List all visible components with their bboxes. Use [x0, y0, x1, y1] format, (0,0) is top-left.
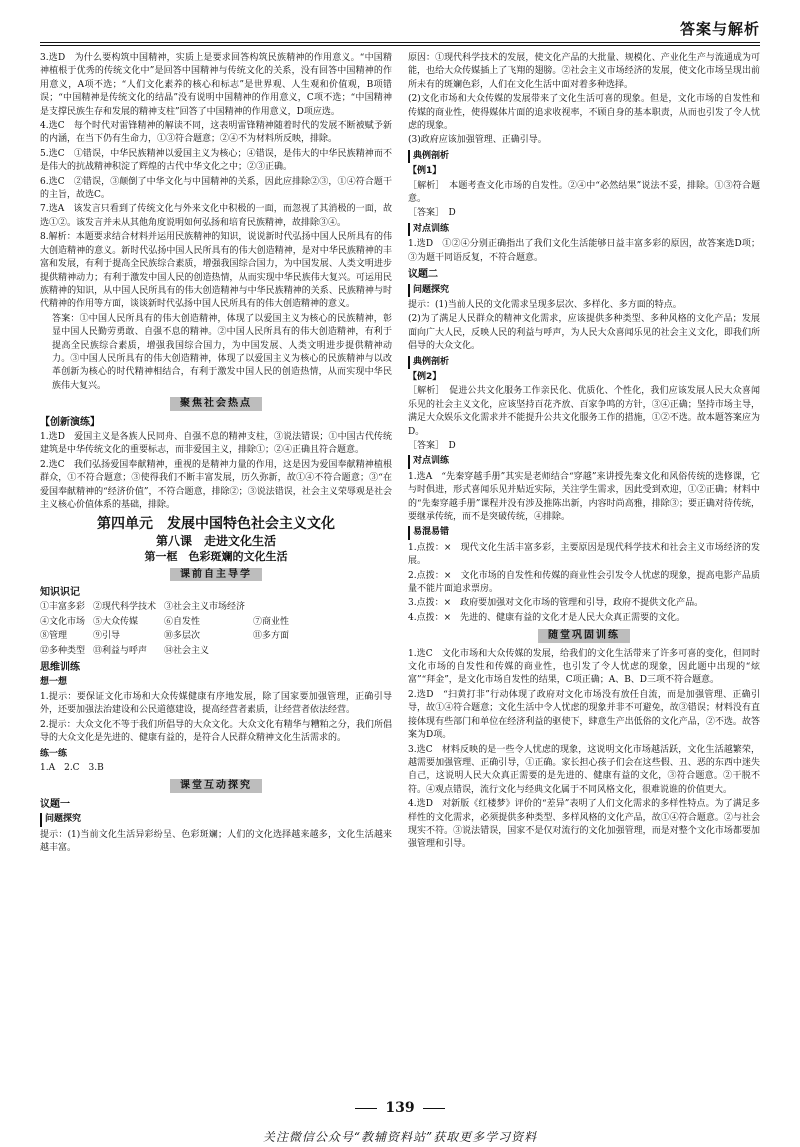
example-1-label: 【例1】 — [408, 166, 442, 177]
tag-confusing-errors: 易混易错 — [408, 526, 760, 539]
tip-4: 4.点拨：× 先进的、健康有益的文化才是人民大众真正需要的文化。 — [408, 612, 686, 623]
consolidation-2: 2.选D “扫黄打非”行动体现了政府对文化市场没有放任自流，而是加强管理、正确引导，故①④符合题意；文化生活中令人忧虑的现象并非不可避免，故③错误；材料没有直接体现有些部门和单位在经济利益的驱使下，肆意生产出低俗的文化产品，②不选。故答案为D项。 — [408, 689, 760, 741]
answer-8-key: 答案：①中国人民所具有的伟大创造精神，体现了以爱国主义为核心的民族精神，彰显中国人民勤劳勇敢、自强不息的精神。②中国人民所具有的伟大创造精神，有利于提高全民族综合素质，增强我国综合国力，为中国发展、人类文明进步提供精神动力。③中国人民所具有的伟大创造精神，体现了以爱国主义为核心的民族精神与以改革创新为核心的时代精神相结合，有利于激发中国人民的创造热情，从而实现中华民族伟大复兴。 — [52, 313, 392, 391]
right-column — [408, 52, 760, 1092]
topic-2-label: 议题二 — [408, 269, 438, 281]
header-title: 答案与解析 — [679, 20, 760, 38]
keyword: ⑭社会主义 — [164, 645, 210, 656]
keyword: ⑬利益与呼声 — [93, 645, 148, 656]
keyword: ⑥自发性 — [164, 616, 201, 627]
tag-example-analysis-2: 典例剖析 — [408, 356, 760, 369]
keyword: ⑫多种类型 — [40, 645, 86, 656]
keyword: ⑦商业性 — [253, 616, 290, 627]
keyword: ⑧管理 — [40, 631, 68, 642]
keyword-grid — [40, 601, 392, 658]
tag-point-training: 对点训练 — [408, 223, 760, 236]
keyword: ②现代科学技术 — [93, 602, 157, 613]
keyword: ⑨引导 — [93, 631, 121, 642]
practice-label: 练一练 — [40, 748, 68, 759]
section-band-consolidation: 随堂巩固训练 — [408, 629, 760, 643]
tip-2: 2.点拨：× 文化市场的自发性和传媒的商业性会引发令人忧虑的现象，提高电影产品质量不能片面追求票房。 — [408, 570, 760, 595]
think-label: 想一想 — [40, 677, 68, 688]
reason-text: 原因：①现代科学技术的发展，使文化产品的大批量、规模化、产业化生产与流通成为可能，也给大众传媒插上了飞翔的翅膀。②社会主义市场经济的发展，使文化市场呈现出前所未有的斑斓色彩，人们在文化生活中面对着多种选择。 — [408, 53, 760, 90]
topic-2-hint-1: 提示：(1)当前人民的文化需求呈现多层次、多样化、多方面的特点。 — [408, 299, 682, 310]
consolidation-1: 1.选C 文化市场和大众传媒的发展，给我们的文化生活带来了许多可喜的变化，但同时文化市场的自发性和传媒的商业性，也引发了令人忧虑的现象，因此题中出现的“炫富”“拜金”，是文化市场自发性的结果，C项正确；A、B、D三项不符合题意。 — [408, 648, 760, 686]
example-1-answer: ［答案］ D — [408, 208, 456, 219]
thinking-label: 思维训练 — [40, 662, 80, 674]
topic-2-hint-2: (2)为了满足人民群众的精神文化需求，应该提供多种类型、多种风格的文化产品；发展面向广大人民，反映人民的利益与呼声，为人民大众喜闻乐见的社会主义文化，即我们所倡导的大众文化。 — [408, 314, 760, 352]
keyword: ③社会主义市场经济 — [164, 602, 246, 613]
topic-1-hint: 提示：(1)当前文化生活异彩纷呈、色彩斑斓；人们的文化选择越来越多，文化生活越来越丰富。 — [40, 829, 392, 853]
practice-1: 1.选D 爱国主义是各族人民同舟、自强不息的精神支柱，③说法错误；①中国古代传统建筑是中华传统文化的重要标志，而非爱国主义，排除①；②④正确且符合题意。 — [40, 431, 392, 456]
tip-3: 3.点拨：× 政府要加强对文化市场的管理和引导，政府不提供文化产品。 — [408, 598, 704, 609]
answer-8-analysis: 8.解析：本题要求结合材料并运用民族精神的知识，说说新时代弘扬中国人民所具有的伟大创造精神的意义。新时代弘扬中国人民所具有的伟大创造精神，是对中华民族精神的丰富和发展，有利于提高全民族综合素质，增强我国综合国力，为中国发展、人类文明进步提供精神动力；有利于激发中国人民的创造热情，从而实现中华民族伟大复兴。可运用民族精神的知识，从中国人民所具有的伟大创造精神与中华民族精神的关系、民族精神与时代精神的作用等方面，谈谈新时代弘扬中国人民所具有的伟大创造精神的意义。 — [40, 232, 392, 310]
keyword: ⑩多层次 — [164, 631, 201, 642]
tag-problem-explore: 问题探究 — [40, 813, 392, 826]
consolidation-3: 3.选C 材料反映的是一些令人忧虑的现象，这说明文化市场越活跃，文化生活越繁荣，越需要加强管理、正确引导，①正确。家长担心孩子们会在这些假、丑、恶的东西中迷失自己，这说明人民大众真正需要的是先进的、健康有益的文化，③符合题意。②干脱不符。④观点错误，流行文化与经典文化属于不同风格文化，很难说谁的价值更大。 — [408, 744, 760, 795]
think-2: 2.提示：大众文化不等于我们所倡导的大众文化。大众文化有精华与糟粕之分，我们所倡导的大众文化是先进的、健康有益的，是符合人民群众精神文化生活需求的。 — [40, 719, 392, 744]
left-column — [40, 52, 392, 1092]
answer-7: 7.选A 该发言只看到了传统文化与外来文化中积极的一面，而忽视了其消极的一面，故选①②。该发言并未从其他角度说明如何弘扬和培育民族精神，故排除③④。 — [40, 204, 392, 228]
keyword: ④文化市场 — [40, 616, 86, 627]
keyword: ⑪多方面 — [253, 631, 290, 642]
page-number: 139 — [0, 1100, 800, 1116]
training-1: 1.选D ①②④分别正确指出了我们文化生活能够日益丰富多彩的原因，故答案选D项；③为题干同语反复，不符合题意。 — [408, 239, 760, 263]
tag-point-training-2: 对点训练 — [408, 455, 760, 468]
answer-3: 3.选D 为什么要构筑中国精神，实质上是要求回答构筑民族精神的作用意义。“中国精神植根于优秀的传统文化中”是回答中国精神与传统文化的关系，没有回答中国精神的作用意义，A项不选；“人们文化素养的核心和标志”是世界观、人生观和价值观，B项错误；“中国精神是传统文化的结晶”没有说明中国精神的作用意义，C项不选；“中国精神是支撑民族生存和发展的精神支柱”回答了中国精神的作用意义，D项应选。 — [40, 53, 392, 117]
example-2-label: 【例2】 — [408, 371, 442, 382]
content-columns — [40, 52, 760, 1092]
footer-note: 关注微信公众号“教辅资料站”获取更多学习资料 — [262, 1130, 538, 1144]
header-rule-thin — [40, 45, 760, 46]
section-band-preview: 课前自主导学 — [40, 568, 392, 582]
answer-6: 6.选C ②错误，③颠倒了中华文化与中国精神的关系，因此应排除②③，①④符合题干的主旨，故选C。 — [40, 176, 392, 201]
answer-4: 4.选C 每个时代对雷锋精神的解读不同，这表明雷锋精神随着时代的发展不断被赋予新的内涵，在当下仍有生命力，①③符合题意；②④不为材料所反映，排除。 — [40, 121, 392, 145]
keyword — [253, 601, 289, 614]
knowledge-label: 知识识记 — [40, 587, 80, 599]
tip-1: 1.点拨：× 现代文化生活丰富多彩，主要原因是现代科学技术和社会主义市场经济的发展。 — [408, 542, 760, 567]
keyword: ①丰富多彩 — [40, 602, 86, 613]
reason-2: (2)文化市场和大众传媒的发展带来了文化生活可喜的现象。但是，文化市场的自发性和传媒的商业性，使得媒体片面的追求收视率，不顾自身的基本职责，从而也引发了令人忧虑的现象。 — [408, 94, 760, 132]
tag-example-analysis: 典例剖析 — [408, 150, 760, 163]
keyword: ⑤大众传媒 — [93, 616, 139, 627]
example-1-analysis: ［解析］ 本题考查文化市场的自发性。②④中“必然结果”说法不妥，排除。①③符合题意。 — [408, 180, 760, 205]
practice-2: 2.选C 我们弘扬爱国奉献精神，重视的是精神力量的作用，这是因为爱国奉献精神植根群众，①不符合题意；③使得我们不断丰富发展，历久弥新，故①④不符合题意；③“在爱国奉献精神的“经济价值”，不符合题意，排除②；③说法错误，社会主义荣辱观是社会主义核心价值体系的基础，排除。 — [40, 459, 392, 510]
lesson-title: 第八课 走进文化生活 — [155, 533, 276, 548]
answer-5: 5.选C ①错误，中华民族精神以爱国主义为核心；④错误，是伟大的中华民族精神而不是伟大的抗战精神积淀了辉煌的古代中华文化之中；②③正确。 — [40, 148, 392, 173]
page-header — [0, 0, 800, 44]
example-2-answer: ［答案］ D — [408, 440, 456, 451]
training-2: 1.选A “先秦穿越手册”其实是老师结合“穿越”来讲授先秦文化和风俗传统的选修课，它与时俱进，形式喜闻乐见并贴近实际，关注学生需求，因此受到欢迎，①②正确；材料中的“先秦穿越手册”课程并没有涉及推陈出新，内容时尚高雅，排除③；要正确对待传统，要继承传统，而不是突破传统，④排除。 — [408, 471, 760, 522]
unit-title: 第四单元 发展中国特色社会主义文化 — [97, 516, 335, 533]
innovation-practice-title: 【创新演练】 — [40, 416, 100, 428]
example-2-analysis: ［解析］ 促进公共文化服务工作亲民化、优质化、个性化，我们应该发展人民大众喜闻乐见的社会主义文化，应该坚持百花齐放、百家争鸣的方针，③④正确；坚持市场主导，满足大众娱乐文化需求并不能提升公共文化服务工作的措施，①②不选。故本题答案应为D。 — [408, 386, 760, 437]
section-band-classroom: 课堂互动探究 — [40, 779, 392, 793]
reason-3: (3)政府应该加强管理、正确引导。 — [408, 135, 547, 146]
section-title: 第一框 色彩斑斓的文化生活 — [144, 550, 288, 564]
think-1: 1.提示：要保证文化市场和大众传媒健康有序地发展，除了国家要加强管理，正确引导外，还要加强法治建设和公民道德建设，提高经营者素质，让经营者依法经营。 — [40, 691, 392, 716]
topic-1-label: 议题一 — [40, 798, 70, 810]
header-rule — [40, 42, 760, 43]
consolidation-4: 4.选D 对新版《红楼梦》评价的“差异”表明了人们文化需求的多样性特点。为了满足多样性的文化需求，必须提供多种类型、多样风格的文化产品，故①④符合题意。②与社会现实不符。③说法错误，国家不是仅对流行的文化加强管理，而是对整个文化市场都要加强管理和引导。 — [408, 799, 760, 850]
practice-answers: 1.A 2.C 3.B — [40, 762, 104, 773]
tag-problem-explore-2: 问题探究 — [408, 284, 760, 297]
section-band-hotspot: 聚焦社会热点 — [40, 397, 392, 411]
